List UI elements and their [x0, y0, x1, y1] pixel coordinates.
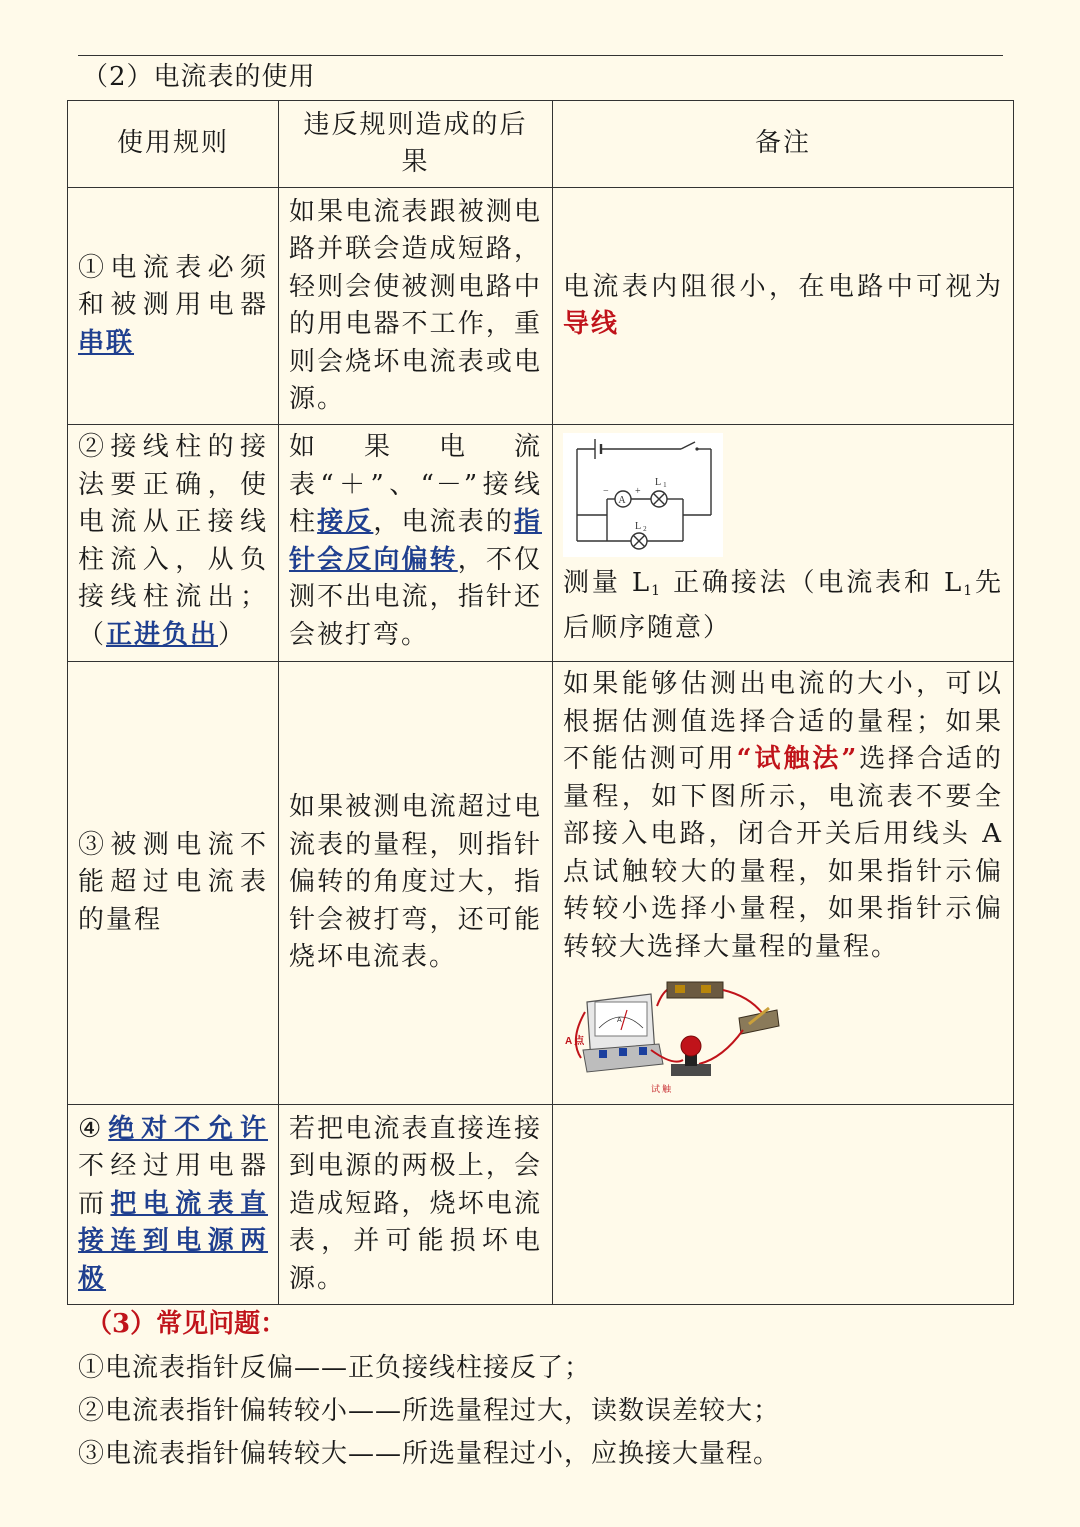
header-consequence: 违反规则造成的后果 [279, 101, 553, 188]
common-problems-title: （3）常见问题： [86, 1309, 287, 1339]
rule-cell [68, 1105, 279, 1305]
meter-letter: A [617, 1017, 624, 1024]
note-text: 电流表内阻很小，在电路中可视为 [563, 271, 1003, 302]
rule-keyword-direct: 把电流表直接连到电源两极 [78, 1188, 268, 1294]
consequence-keyword-deflect: 指针会反向偏转 [289, 507, 542, 575]
rule-text: ①电流表必须和被测用电器 [78, 252, 268, 321]
consequence-text: 如果电流表“＋”、“－”接线柱 [289, 432, 542, 537]
note-cell [553, 425, 1014, 662]
rule-cell [68, 188, 279, 425]
consequence-keyword-reverse: 接反 [317, 507, 374, 537]
lamp2-label: $L_2$ [635, 521, 649, 533]
consequence-cell: 如果电流表跟被测电路并联会造成短路，轻则会使被测电路中的用电器不工作，重则会烧坏电流表或电源。 [279, 188, 553, 425]
header-note: 备注 [553, 101, 1014, 188]
rule-text-end: ） [218, 619, 247, 650]
table-row [68, 188, 1014, 425]
rule-text: ②接线柱的接法要正确，使电流从正接线柱流入，从负接线柱流出；（ [78, 432, 268, 650]
note-cell-empty [553, 1105, 1014, 1305]
rule-keyword-never: 绝对不允许 [108, 1113, 268, 1144]
consequence-cell: 若把电流表直接连接到电源的两极上，会造成短路，烧坏电流表，并可能损坏电源。 [279, 1105, 553, 1305]
table-header-row [68, 101, 1014, 188]
note-cell [553, 188, 1014, 425]
trial-touch-caption: 试触 [651, 1084, 674, 1094]
rule-text: 不经过用电器而 [78, 1151, 268, 1219]
section-title: （2）电流表的使用 [82, 62, 316, 92]
rule-keyword: 串联 [78, 327, 135, 358]
note-text: 如果能够估测出电流的大小，可以根据估测值选择合适的量程；如果不能估测可用“试触法”选择合适的量程，如下图所示，电流表不要全部接入电路，闭合开关后用线头 A 点试触较大的量程，如果指针示偏转较小选择小量程，如果指针示偏转较大选择大量程的量程。 [563, 669, 1003, 962]
header-rule: 使用规则 [68, 101, 279, 188]
table-row [68, 1105, 1014, 1305]
ammeter-symbol-label: A [618, 495, 628, 506]
rule-cell: ③被测电流不能超过电流表的量程 [68, 662, 279, 1105]
ammeter-usage-table [67, 100, 1014, 1305]
plus-terminal-label: + [635, 486, 643, 497]
point-a-label: A点 [565, 1036, 587, 1047]
table-row [68, 425, 1014, 662]
lamp1-label: $L_1$ [655, 477, 669, 489]
consequence-text: ，电流表的 [373, 507, 514, 537]
table-row [68, 662, 1014, 1105]
note-cell [553, 662, 1014, 1105]
consequence-text: ，不仅测不出电流，指针还会被打弯。 [289, 544, 542, 650]
rule-keyword: 正进负出 [106, 619, 219, 650]
top-rule [78, 55, 1003, 56]
minus-terminal-label: − [603, 486, 611, 497]
list-item: ①电流表指针反偏——正负接线柱接反了； [78, 1353, 592, 1383]
rule-cell [68, 425, 279, 662]
note-keyword: “试触法” [736, 744, 859, 774]
rule-text: ④ [78, 1113, 109, 1144]
note-text: 测量 $L_1$ 正确接法（电流表和 $L_1$先后顺序随意） [563, 568, 1003, 643]
common-problems [78, 1305, 1008, 1476]
list-item: ③电流表指针偏转较大——所选量程过小，应换接大量程。 [78, 1439, 781, 1469]
consequence-cell: 如果被测电流超过电流表的量程，则指针偏转的角度过大，指针会被打弯，还可能烧坏电流表。 [279, 662, 553, 1105]
consequence-cell [279, 425, 553, 662]
note-keyword: 导线 [563, 309, 620, 339]
list-item: ②电流表指针偏转较小——所选量程过大，读数误差较大； [78, 1396, 781, 1426]
trial-touch-illustration [563, 980, 783, 1100]
circuit-diagram [563, 433, 723, 557]
